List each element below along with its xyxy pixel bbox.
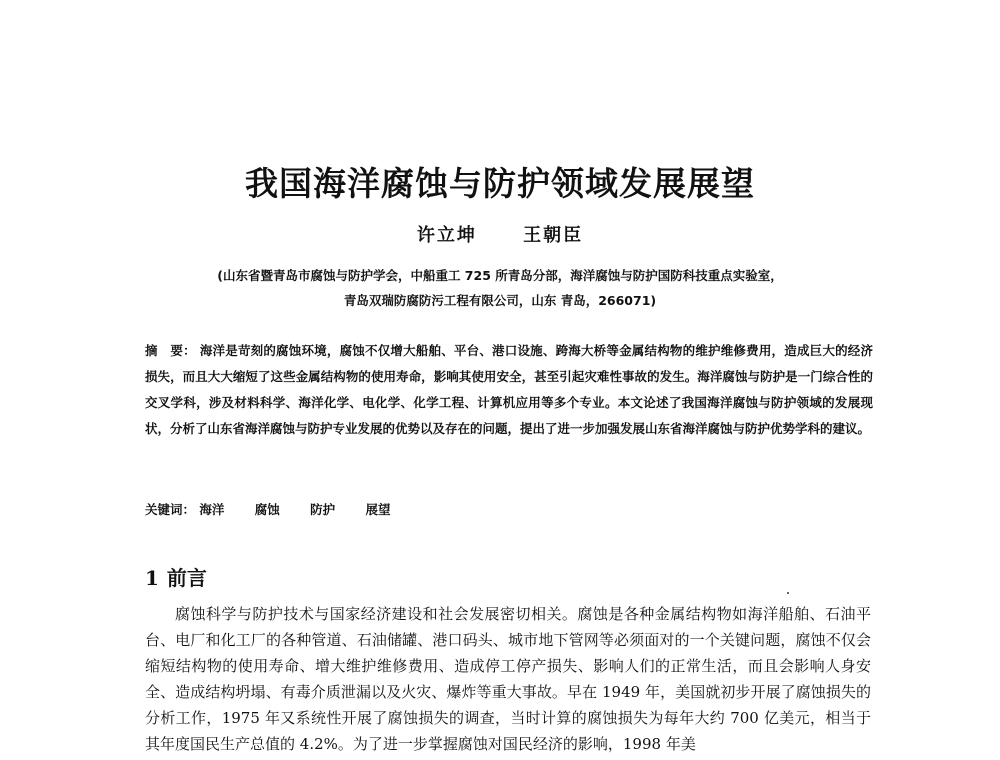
keyword: 展望 [365,502,391,517]
affiliation-line: (山东省暨青岛市腐蚀与防护学会，中船重工 725 所青岛分部，海洋腐蚀与防护国防科技重点实验室， [217,268,783,283]
abstract [145,338,873,442]
scan-speck [787,592,789,594]
keyword: 防护 [310,502,336,517]
body-text [145,601,871,757]
section-number: 1 [145,566,159,590]
paper-title: 我国海洋腐蚀与防护领域发展展望 [245,164,755,203]
author-name: 王朝臣 [523,225,584,246]
affiliation-line: 青岛双瑞防腐防污工程有限公司，山东 青岛，266071) [343,293,657,308]
abstract-text: 海洋是苛刻的腐蚀环境，腐蚀不仅增大船舶、平台、港口设施、跨海大桥等金属结构物的维护维修费用，造成巨大的经济损失，而且大大缩短了这些金属结构物的使用寿命，影响其使用安全，甚至引起灾难性事故的发生。海洋腐蚀与防护是一门综合性的交叉学科，涉及材料科学、海洋化学、电化学、化学工程、计算机应用等多个专业。本文论述了我国海洋腐蚀与防护领域的发展现状，分析了山东省海洋腐蚀与防护专业发展的优势以及存在的问题，提出了进一步加强发展山东省海洋腐蚀与防护优势学科的建议。 [145,343,873,436]
section-heading [145,562,207,591]
body-paragraph: 腐蚀科学与防护技术与国家经济建设和社会发展密切相关。腐蚀是各种金属结构物如海洋船舶、石油平台、电厂和化工厂的各种管道、石油储罐、港口码头、城市地下管网等必须面对的一个关键问题，腐蚀不仅会缩短结构物的使用寿命、增大维护维修费用、造成停工停产损失、影响人们的正常生活，而且会影响人身安全、造成结构坍塌、有毒介质泄漏以及火灾、爆炸等重大事故。早在 1949 年，美国就初步开展了腐蚀损失的分析工作，1975 年又系统性开展了腐蚀损失的调查，当时计算的腐蚀损失为每年大约 700 亿美元，相当于其年度国民生产总值的 4.2%。为了进一步掌握腐蚀对国民经济的影响，1998 年美 [145,605,871,753]
abstract-label: 摘 要： [145,343,196,358]
keyword: 海洋 [199,502,225,517]
section-title: 前言 [166,566,207,590]
author-list [0,221,1000,247]
keyword: 腐蚀 [254,502,280,517]
keywords [145,500,417,518]
author-name: 许立坤 [416,225,477,246]
keywords-label: 关键词： [145,502,196,517]
